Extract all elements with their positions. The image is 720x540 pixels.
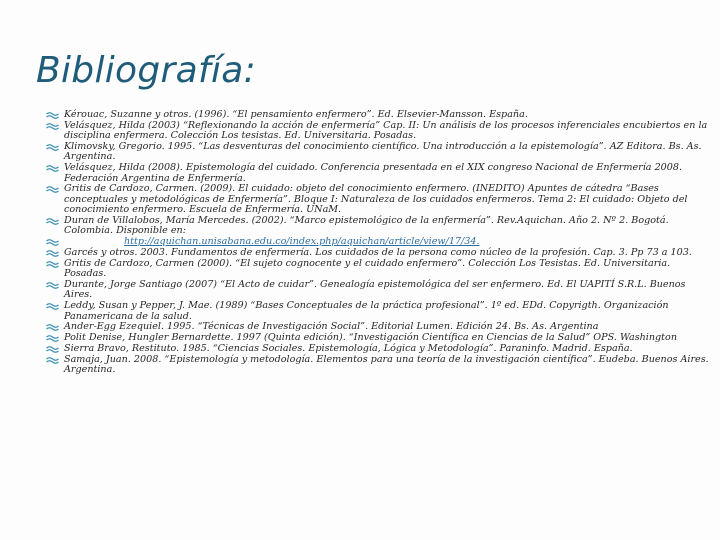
list-item — [46, 322, 710, 332]
list-item — [46, 301, 710, 322]
entry-text: Leddy, Susan y Pepper, J. Mae. (1989) “Bases Conceptuales de la práctica profesional”. 1º ed. EDd. Copyrigth. Organización Panamericana de la salud. — [64, 300, 669, 322]
list-item — [46, 248, 710, 258]
wave-bullet-icon — [46, 217, 59, 225]
entry-text: Klimovsky, Gregorio. 1995. “Las desventuras del conocimiento científico. Una introducción a la epistemología”. AZ Editora. Bs. As. Argentina. — [64, 141, 702, 163]
list-item — [46, 142, 710, 163]
slide-title: Bibliografía: — [36, 50, 257, 91]
reference-link[interactable]: http://aquichan.unisabana.edu.co/index.php/aquichan/article/view/17/34. — [124, 236, 480, 248]
entry-text: Samaja, Juan. 2008. “Epistemología y metodología. Elementos para una teoría de la investigación científica”. Eudeba. Buenos Aires. Argentina. — [64, 354, 709, 376]
list-item — [46, 237, 710, 247]
wave-bullet-icon — [46, 111, 59, 119]
list-item — [46, 163, 710, 184]
wave-bullet-icon — [46, 281, 59, 289]
wave-bullet-icon — [46, 164, 59, 172]
entry-text: Gritis de Cardozo, Carmen. (2009). El cuidado: objeto del conocimiento enfermero. (INEDITO) Apuntes de cátedra “Bases conceptuales y metodológicas de Enfermería”. Bloque I: Naturaleza de los cuidados enfermeros. Tema 2: El cuidado: Objeto del conocimiento enfermero. Escuela de Enfermería. UNaM. — [64, 183, 688, 216]
list-item — [46, 280, 710, 301]
entry-text: Polit Denise, Hungler Bernardette. 1997 (Quinta edición). “Investigación Científica en Ciencias de la Salud” OPS. Washington — [64, 332, 677, 344]
list-item — [46, 184, 710, 215]
wave-bullet-icon — [46, 302, 59, 310]
list-item — [46, 355, 710, 376]
wave-bullet-icon — [46, 323, 59, 331]
entry-text: Velásquez, Hilda (2003) “Reflexionando la acción de enfermería” Cap. II: Un análisis de los procesos inferenciales encubiertos en la disciplina enfermera. Colección Los tesistas. Ed. Universitaria. Posadas. — [64, 119, 708, 142]
entry-text: Garcés y otros. 2003. Fundamentos de enfermería. Los cuidados de la persona como núcleo de la profesión. Cap. 3. Pp 73 a 103. — [64, 247, 692, 259]
wave-bullet-icon — [46, 122, 59, 130]
wave-bullet-icon — [46, 260, 59, 268]
wave-bullet-icon — [46, 334, 59, 342]
list-item — [46, 216, 710, 237]
wave-bullet-icon — [46, 238, 59, 246]
list-item — [46, 110, 710, 120]
list-item — [46, 121, 710, 142]
entry-text: Ander-Egg Ezequiel. 1995. “Técnicas de Investigación Social”. Editorial Lumen. Edición 24. Bs. As. Argentina — [64, 321, 599, 333]
entry-text: Velásquez, Hilda (2008). Epistemología del cuidado. Conferencia presentada en el XIX congreso Nacional de Enfermería 2008. Federación Argentina de Enfermería. — [64, 162, 683, 184]
entry-text: Sierra Bravo, Restituto. 1985. “Ciencias Sociales. Epistemología, Lógica y Metodología”. Paraninfo. Madrid. España. — [64, 343, 633, 355]
entry-text: Gritis de Cardozo, Carmen (2000). “El sujeto cognocente y el cuidado enfermero”. Colección Los Tesistas. Ed. Universitaria. Posadas. — [64, 257, 671, 280]
wave-bullet-icon — [46, 249, 59, 257]
list-item — [46, 344, 710, 354]
list-item — [46, 333, 710, 343]
entry-text: Duran de Villalobos, María Mercedes. (2002). “Marco epistemológico de la enfermería”. Rev.Aquichan. Año 2. Nº 2. Bogotá. Colombia. Disponible en: — [64, 214, 669, 237]
list-item — [46, 259, 710, 280]
bibliography-list — [46, 110, 710, 376]
wave-bullet-icon — [46, 356, 59, 364]
entry-text: Durante, Jorge Santiago (2007) “El Acto de cuidar”. Genealogía epistemológica del ser enfermero. Ed. El UAPITÍ S.R.L. Buenos Aires. — [64, 279, 686, 301]
entry-text: Kérouac, Suzanne y otros. (1996). “El pensamiento enfermero”. Ed. Elsevier-Mansson. España. — [64, 109, 528, 120]
wave-bullet-icon — [46, 185, 59, 193]
wave-bullet-icon — [46, 345, 59, 353]
wave-bullet-icon — [46, 143, 59, 151]
